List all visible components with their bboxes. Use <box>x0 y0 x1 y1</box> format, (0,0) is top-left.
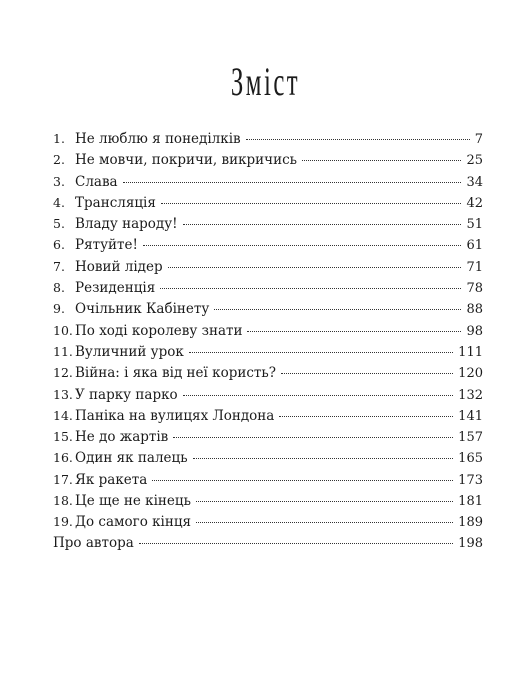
toc-entry <box>53 192 483 213</box>
toc-entry <box>53 426 483 447</box>
toc-entry-number: 1. <box>53 131 65 146</box>
dot-leader <box>183 395 454 396</box>
toc-entry-title: Не мовчи, покричи, викричись <box>75 152 298 169</box>
dot-leader <box>193 458 454 459</box>
toc-entry <box>53 234 483 255</box>
dot-leader <box>189 352 453 353</box>
dot-leader <box>279 416 453 417</box>
toc-entry <box>53 320 483 341</box>
toc-entry <box>53 511 483 532</box>
toc-entry <box>53 171 483 192</box>
toc-entry-page-number: 78 <box>466 281 483 297</box>
toc-entry-page-number: 181 <box>458 494 483 510</box>
dot-leader <box>168 267 462 268</box>
toc-entry <box>53 341 483 362</box>
dot-leader <box>123 182 462 183</box>
toc-entry-page-number: 189 <box>458 515 483 531</box>
toc-entry-number: 2. <box>53 152 65 168</box>
dot-leader <box>161 203 462 204</box>
toc-entry-page-number: 165 <box>458 451 483 467</box>
toc-entry-page-number: 42 <box>466 195 483 211</box>
toc-entry-title: Не люблю я понеділків <box>75 131 241 147</box>
toc-entry-number: 4. <box>53 194 65 210</box>
toc-entry-page-number: 132 <box>458 387 483 403</box>
toc-entry-number: 3. <box>53 173 65 189</box>
toc-entry-page-number: 34 <box>466 174 483 190</box>
toc-entry-number: 18. <box>53 493 73 509</box>
toc-entry <box>53 149 483 170</box>
toc-entry <box>53 405 483 426</box>
toc-entry-title: По ході королеву знати <box>75 322 243 339</box>
toc-entry-title: Паніка на вулицях Лондона <box>75 407 275 424</box>
dot-leader <box>152 480 453 481</box>
dot-leader <box>196 501 453 502</box>
toc-entry-page-number: 61 <box>466 238 483 254</box>
toc-entry <box>53 469 483 490</box>
toc-entry-number: 17. <box>53 471 73 487</box>
toc-entry <box>53 213 483 234</box>
toc-entry-page-number: 173 <box>458 472 483 488</box>
toc-entry <box>53 447 483 468</box>
toc-entry-number: 9. <box>53 301 65 317</box>
toc-entry-title: Війна: і яка від неї користь? <box>75 365 276 382</box>
toc-entry-page-number: 25 <box>466 153 483 169</box>
dot-leader <box>139 543 453 544</box>
toc-entry-page-number: 111 <box>458 344 483 360</box>
dot-leader <box>160 288 461 289</box>
toc-entry <box>53 277 483 298</box>
toc-entry-number: 8. <box>53 280 65 296</box>
toc-entry-title: Трансляція <box>75 194 156 211</box>
toc-entry-page-number: 51 <box>466 217 483 233</box>
dot-leader <box>247 331 461 332</box>
toc-entry-title: Це ще не кінець <box>75 493 191 510</box>
dot-leader <box>183 224 462 225</box>
toc-entry-title: Не до жартів <box>75 429 169 446</box>
toc-entry <box>53 128 483 149</box>
toc-entry-page-number: 7 <box>474 132 483 147</box>
toc-entry-page-number: 198 <box>458 535 483 551</box>
dot-leader <box>246 139 470 140</box>
dot-leader <box>196 522 453 523</box>
toc-entry-number: 5. <box>53 216 65 232</box>
dot-leader <box>302 160 461 161</box>
toc-entry-number: 15. <box>53 429 73 445</box>
toc-entry-page-number: 88 <box>466 302 483 318</box>
toc-entry-number: 11. <box>53 343 73 359</box>
toc-entry-title: Слава <box>75 173 118 190</box>
toc-entry-title: Очільник Кабінету <box>75 301 210 318</box>
toc-entry-title: Рятуйте! <box>75 237 138 254</box>
toc-entry-number: 12. <box>53 365 73 381</box>
toc-entry-number: 16. <box>53 450 73 466</box>
toc-entry <box>53 490 483 511</box>
toc-entry-number: 19. <box>53 514 73 530</box>
page-title: Зміст <box>230 59 301 104</box>
dot-leader <box>173 437 453 438</box>
toc-entry <box>53 256 483 277</box>
toc-entry-page-number: 120 <box>458 366 483 382</box>
dot-leader <box>214 309 461 310</box>
toc-entry <box>53 362 483 383</box>
toc-entry-number: 7. <box>53 258 65 274</box>
toc-entry-title: Про автора <box>53 534 134 551</box>
toc-entry-title: Владу народу! <box>75 216 178 233</box>
toc-entry-title: У парку парко <box>75 386 178 403</box>
toc-entry-number: 13. <box>53 386 73 402</box>
toc-entry <box>53 384 483 405</box>
dot-leader <box>281 373 453 374</box>
toc-entry-title: Як ракета <box>75 471 148 488</box>
table-of-contents <box>53 128 483 554</box>
toc-entry-page-number: 141 <box>458 408 483 424</box>
toc-entry-number: 14. <box>53 407 73 423</box>
toc-entry <box>53 298 483 319</box>
toc-entry-page-number: 157 <box>458 430 483 446</box>
dot-leader <box>143 245 462 246</box>
toc-entry <box>53 533 483 554</box>
toc-entry-title: Новий лідер <box>75 258 163 275</box>
toc-entry-page-number: 98 <box>466 323 483 339</box>
toc-entry-number: 6. <box>53 237 65 253</box>
toc-entry-title: Вуличний урок <box>75 343 184 360</box>
toc-entry-title: Резиденція <box>75 280 156 297</box>
toc-entry-title: Один як палець <box>75 450 188 467</box>
toc-entry-page-number: 71 <box>466 259 483 275</box>
toc-entry-title: До самого кінця <box>75 514 192 531</box>
toc-entry-number: 10. <box>53 322 73 338</box>
